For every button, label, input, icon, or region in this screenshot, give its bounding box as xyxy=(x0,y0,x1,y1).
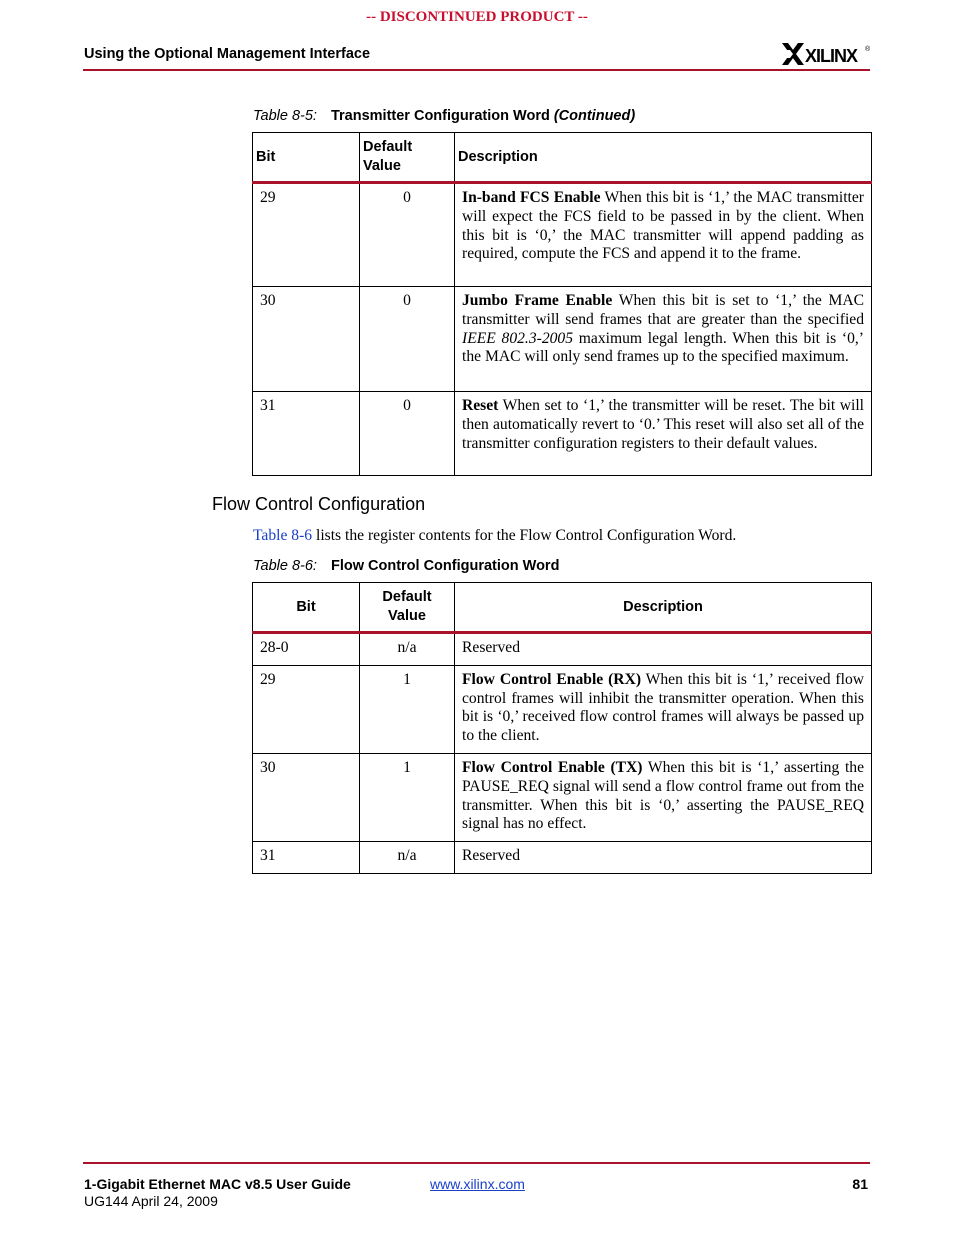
page-number: 81 xyxy=(852,1176,868,1192)
cell-bit: 29 xyxy=(253,183,360,287)
cell-default: 1 xyxy=(360,665,455,753)
cell-description xyxy=(455,392,872,476)
discontinued-banner: -- DISCONTINUED PRODUCT -- xyxy=(366,9,588,25)
standard-reference: IEEE 802.3-2005 xyxy=(462,329,574,347)
transmitter-config-table xyxy=(252,132,872,476)
table-row xyxy=(253,392,872,476)
cell-description: Reserved xyxy=(455,842,872,874)
table-row xyxy=(253,665,872,753)
registered-mark: ® xyxy=(865,46,871,53)
term: Flow Control Enable (TX) xyxy=(462,758,643,776)
intro-text: lists the register contents for the Flow Control Configuration Word. xyxy=(312,527,737,544)
table-header-row xyxy=(253,133,872,183)
cell-default: n/a xyxy=(360,842,455,874)
caption-label: Table 8-6: xyxy=(253,558,317,574)
caption-title: Transmitter Configuration Word xyxy=(330,108,554,124)
table-row xyxy=(253,753,872,841)
xilinx-logo-text: XILINX xyxy=(805,46,858,66)
cell-description xyxy=(455,665,872,753)
intro-paragraph xyxy=(253,527,736,545)
cell-bit: 31 xyxy=(253,392,360,476)
table-8-6-link[interactable]: Table 8-6 xyxy=(253,527,313,544)
header-bit: Bit xyxy=(253,583,360,633)
table-row xyxy=(253,287,872,392)
caption-label: Table 8-5: xyxy=(253,108,317,124)
header-default-value xyxy=(360,133,455,183)
xilinx-logo-mark xyxy=(782,43,804,65)
footer-rule xyxy=(83,1162,870,1164)
header-description: Description xyxy=(455,583,872,633)
cell-bit: 29 xyxy=(253,665,360,753)
cell-default: 0 xyxy=(360,287,455,392)
header-bit: Bit xyxy=(253,133,360,183)
cell-description xyxy=(455,183,872,287)
term: Reset xyxy=(462,397,499,414)
footer-doc-id: UG144 April 24, 2009 xyxy=(84,1193,218,1209)
cell-description xyxy=(455,753,872,841)
caption-title: Flow Control Configuration Word xyxy=(330,558,560,574)
term: In-band FCS Enable xyxy=(462,189,601,206)
flow-control-heading: Flow Control Configuration xyxy=(212,494,426,514)
xilinx-logo xyxy=(780,40,872,68)
table-header-row xyxy=(253,583,872,633)
header-default-line2: Value xyxy=(388,608,426,624)
description-text: When this bit is ‘1,’ asserting the PAUSE_REQ signal will send a flow control frame out from the transmitter. When this bit is ‘0,’ asserting the PAUSE_REQ signal has no effect. xyxy=(462,758,864,833)
cell-description: Reserved xyxy=(455,633,872,666)
footer-guide-title: 1-Gigabit Ethernet MAC v8.5 User Guide xyxy=(84,1176,351,1192)
header-rule xyxy=(83,69,870,71)
table-8-5-caption xyxy=(253,108,635,124)
header-default-line2: Value xyxy=(363,158,401,174)
table-row xyxy=(253,842,872,874)
cell-bit: 30 xyxy=(253,287,360,392)
description-text: When this bit is ‘1,’ the MAC transmitter will expect the FCS field to be passed in by the client. When this bit is ‘0,’ the MAC transmitter will append padding as required, compute the FCS and append it to the frame. xyxy=(462,189,864,263)
header-description: Description xyxy=(455,133,872,183)
table-row xyxy=(253,183,872,287)
header-default-value xyxy=(360,583,455,633)
caption-suffix: (Continued) xyxy=(553,108,636,124)
table-8-6-caption xyxy=(253,558,559,574)
footer-website-link[interactable]: www.xilinx.com xyxy=(430,1176,525,1192)
cell-description xyxy=(455,287,872,392)
term: Flow Control Enable (RX) xyxy=(462,670,642,688)
cell-bit: 31 xyxy=(253,842,360,874)
header-default-line1: Default xyxy=(382,589,432,605)
cell-default: 1 xyxy=(360,753,455,841)
description-text: When set to ‘1,’ the transmitter will be reset. The bit will then automatically revert to ‘0.’ This reset will also set all of the transmitter configuration registers to their default values. xyxy=(462,397,864,452)
cell-default: n/a xyxy=(360,633,455,666)
table-row xyxy=(253,633,872,666)
cell-bit: 30 xyxy=(253,753,360,841)
section-title: Using the Optional Management Interface xyxy=(84,46,371,62)
flow-control-config-table xyxy=(252,582,872,874)
cell-bit: 28-0 xyxy=(253,633,360,666)
description-text: When this bit is set to ‘1,’ the MAC transmitter will send frames that are greater than the specified xyxy=(462,292,864,328)
cell-default: 0 xyxy=(360,183,455,287)
cell-default: 0 xyxy=(360,392,455,476)
term: Jumbo Frame Enable xyxy=(462,292,613,309)
header-default-line1: Default xyxy=(363,139,413,155)
description-text: When this bit is ‘1,’ received flow control frames will inhibit the transmitter operation. When this bit is ‘0,’ received flow control frames will always be passed up to the client. xyxy=(462,670,864,745)
description-text: maximum legal length. When this bit is ‘0,’ the MAC will only send frames up to the specified maximum. xyxy=(462,329,865,366)
